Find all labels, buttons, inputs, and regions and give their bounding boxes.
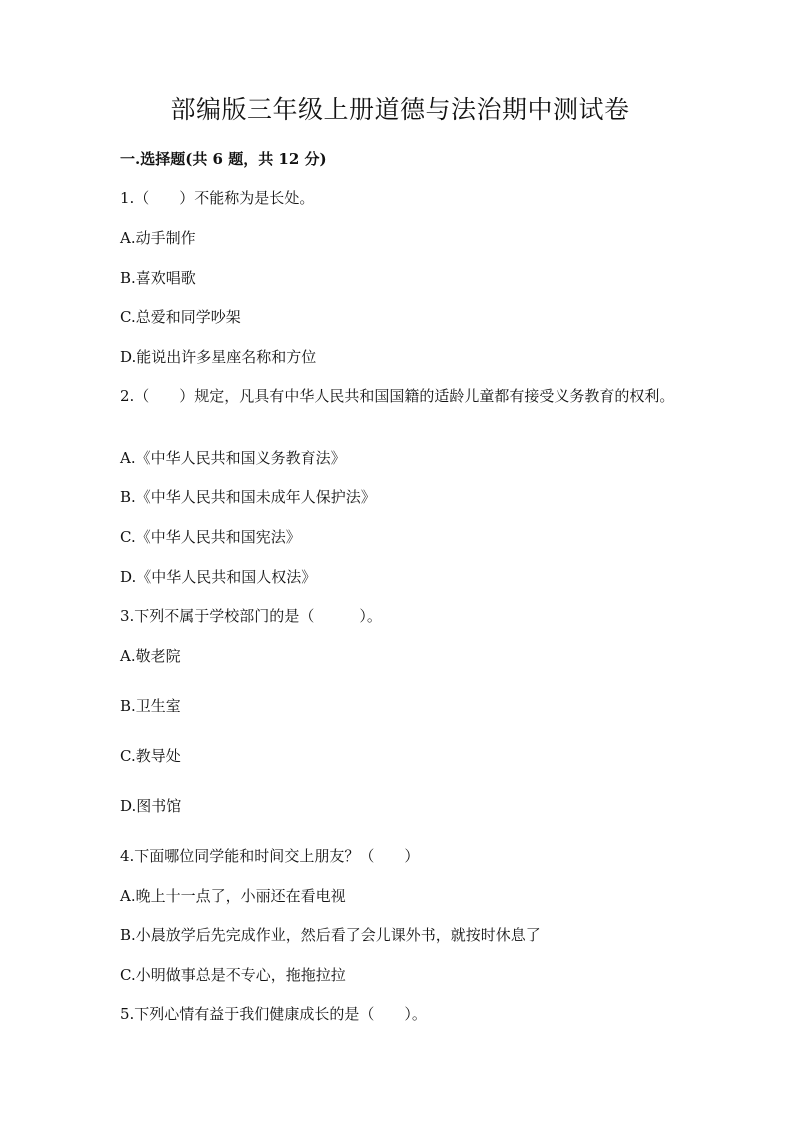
section-heading: 一.选择题(共 6 题，共 12 分) [120,150,327,168]
question-3-option-d: D.图书馆 [120,797,182,815]
question-3-option-c: C.教导处 [120,747,181,765]
question-2-option-a: A.《中华人民共和国义务教育法》 [120,449,346,467]
question-3-stem: 3.下列不属于学校部门的是（ ）。 [120,607,382,625]
question-2-option-d: D.《中华人民共和国人权法》 [120,568,317,586]
question-4-stem: 4.下面哪位同学能和时间交上朋友？（ ） [120,847,420,865]
question-1-option-b: B.喜欢唱歌 [120,269,196,287]
question-4-option-b: B.小晨放学后先完成作业，然后看了会儿课外书，就按时休息了 [120,926,541,944]
question-1-option-d: D.能说出许多星座名称和方位 [120,348,317,366]
question-1-option-a: A.动手制作 [120,229,196,247]
question-1-option-c: C.总爱和同学吵架 [120,308,241,326]
question-4-option-c: C.小明做事总是不专心，拖拖拉拉 [120,966,346,984]
page-title: 部编版三年级上册道德与法治期中测试卷 [170,95,630,124]
question-5-stem: 5.下列心情有益于我们健康成长的是（ ）。 [120,1005,427,1023]
question-1-stem: 1.（ ）不能称为是长处。 [120,189,315,207]
question-3-option-b: B.卫生室 [120,697,181,715]
question-4-option-a: A.晚上十一点了，小丽还在看电视 [120,887,346,905]
question-3-option-a: A.敬老院 [120,647,181,665]
question-2-stem: 2.（ ）规定，凡具有中华人民共和国国籍的适龄儿童都有接受义务教育的权利。 [120,387,675,405]
question-2-option-c: C.《中华人民共和国宪法》 [120,528,301,546]
question-2-option-b: B.《中华人民共和国未成年人保护法》 [120,488,376,506]
